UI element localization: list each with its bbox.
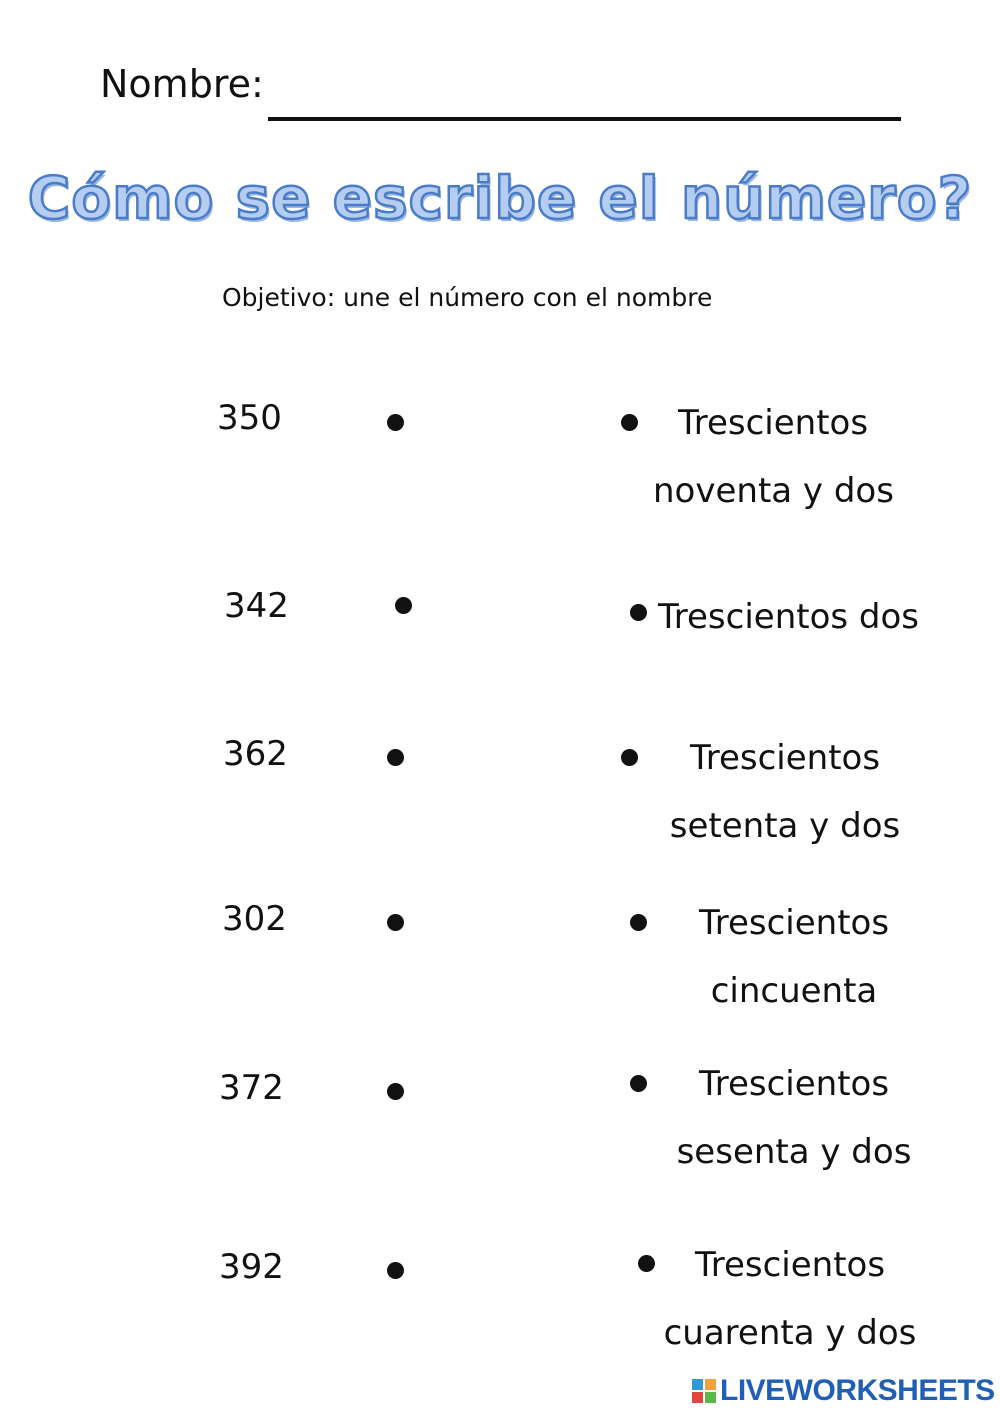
word-item bbox=[660, 1231, 920, 1367]
number-item: 302 bbox=[222, 899, 287, 939]
word-line: sesenta y dos bbox=[676, 1132, 912, 1172]
worksheet-title: Cómo se escribe el número? bbox=[27, 164, 973, 232]
name-label: Nombre: bbox=[100, 62, 264, 106]
word-line: cincuenta bbox=[710, 971, 878, 1011]
right-match-dot[interactable] bbox=[630, 1075, 647, 1092]
right-match-dot[interactable] bbox=[638, 1255, 655, 1272]
name-input-line[interactable] bbox=[268, 117, 901, 121]
left-match-dot[interactable] bbox=[395, 597, 412, 614]
word-line: Trescientos bbox=[689, 738, 881, 778]
number-item: 362 bbox=[223, 734, 288, 774]
objective-text: Objetivo: une el número con el nombre bbox=[222, 283, 713, 312]
right-match-dot[interactable] bbox=[630, 914, 647, 931]
number-item: 392 bbox=[219, 1247, 284, 1287]
word-line: Trescientos bbox=[694, 1245, 886, 1285]
word-line: cuarenta y dos bbox=[663, 1313, 917, 1353]
left-match-dot[interactable] bbox=[387, 414, 404, 431]
right-match-dot[interactable] bbox=[630, 604, 647, 621]
brand-footer bbox=[692, 1374, 995, 1408]
word-line: Trescientos dos bbox=[658, 597, 919, 637]
right-match-dot[interactable] bbox=[621, 414, 638, 431]
word-line: Trescientos bbox=[677, 403, 869, 443]
word-line: Trescientos bbox=[698, 903, 890, 943]
left-match-dot[interactable] bbox=[387, 914, 404, 931]
word-item bbox=[665, 724, 905, 860]
word-line: setenta y dos bbox=[669, 806, 901, 846]
number-item: 342 bbox=[224, 586, 289, 626]
word-line: Trescientos bbox=[698, 1064, 890, 1104]
word-line: noventa y dos bbox=[653, 471, 894, 511]
word-item bbox=[658, 583, 919, 651]
right-match-dot[interactable] bbox=[621, 749, 638, 766]
word-item bbox=[674, 1050, 914, 1186]
brand-name: LIVEWORKSHEETS bbox=[720, 1374, 995, 1407]
word-item bbox=[653, 389, 893, 525]
left-match-dot[interactable] bbox=[387, 1262, 404, 1279]
number-item: 372 bbox=[219, 1068, 284, 1108]
word-item bbox=[674, 889, 914, 1025]
number-item: 350 bbox=[217, 398, 282, 438]
liveworksheets-logo-icon bbox=[692, 1379, 716, 1403]
left-match-dot[interactable] bbox=[387, 1083, 404, 1100]
left-match-dot[interactable] bbox=[387, 749, 404, 766]
